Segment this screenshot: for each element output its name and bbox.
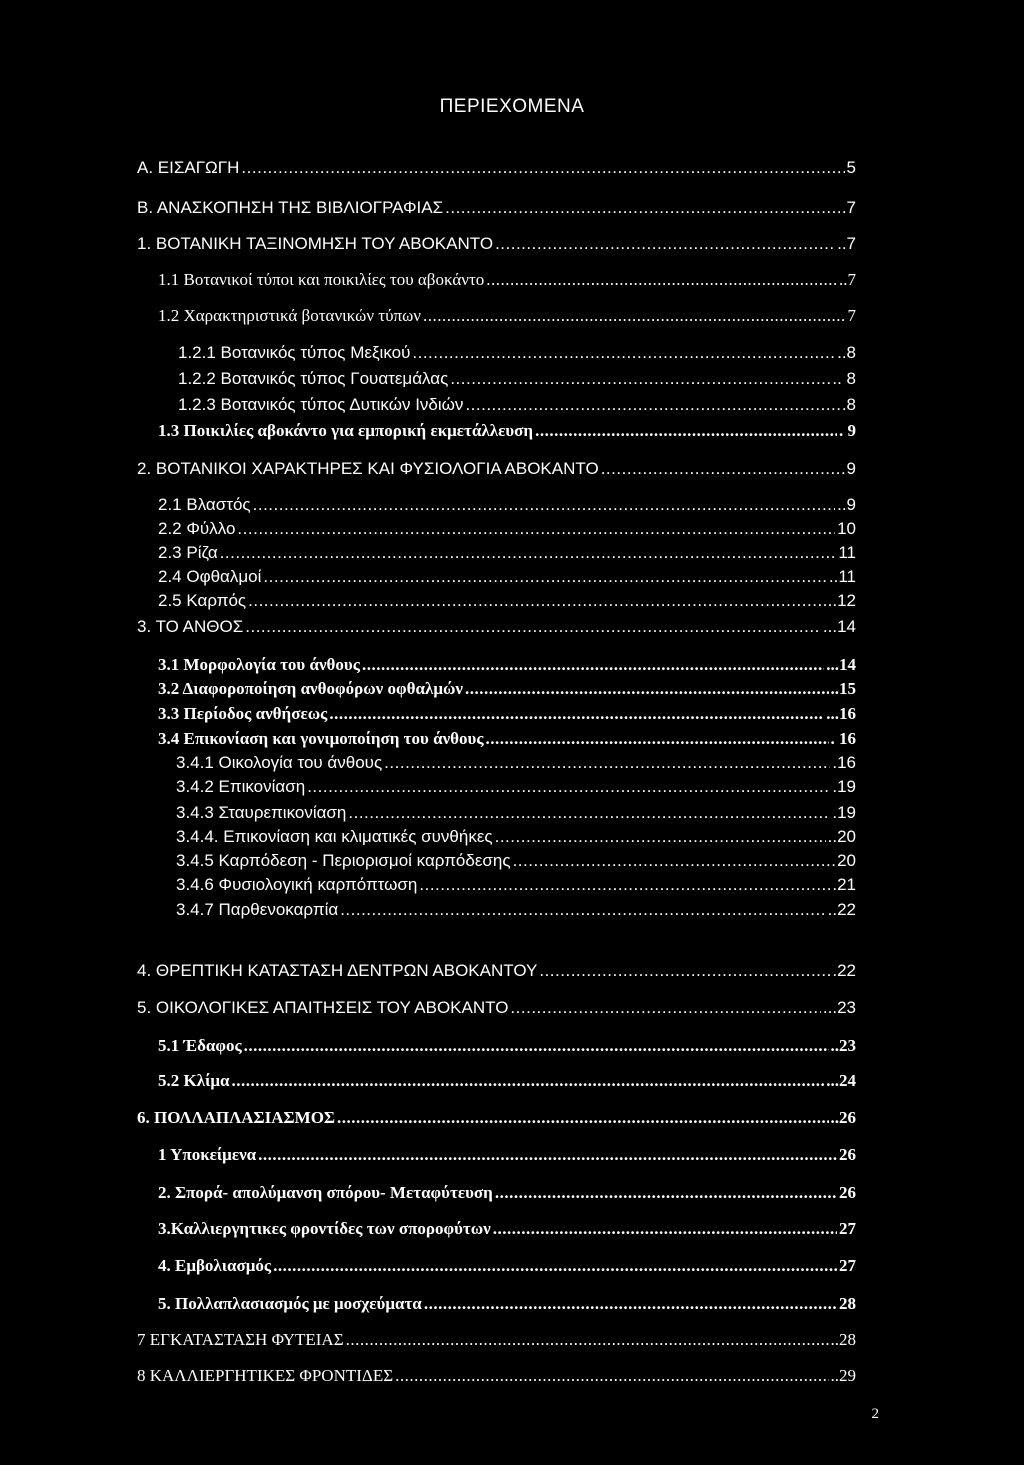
toc-page: 7 — [847, 306, 856, 325]
toc-label: Α. ΕΙΣΑΓΩΓΗ — [137, 158, 240, 177]
leader-dots — [231, 1070, 824, 1092]
leader-dots — [253, 494, 835, 516]
leader-dots — [348, 802, 830, 824]
toc-label: 1.2 Χαρακτηριστικά βοτανικών τύπων — [158, 306, 421, 325]
toc-entry[interactable] — [158, 728, 856, 750]
page-number: 2 — [871, 1406, 879, 1422]
toc-page: .19 — [832, 777, 856, 796]
toc-label: 1.2.2 Βοτανικός τύπος Γουατεμάλας — [178, 369, 449, 388]
leader-dots — [486, 728, 829, 750]
toc-label: 4. ΘΡΕΠΤΙΚΗ ΚΑΤΑΣΤΑΣΗ ΔΕΝΤΡΩΝ ΑΒΟΚΑΝΤΟΥ — [137, 961, 538, 980]
leader-dots — [244, 1035, 829, 1057]
toc-page: 9 — [846, 459, 856, 478]
toc-page: ..7 — [837, 234, 856, 253]
leader-dots — [273, 1255, 837, 1277]
toc-entry[interactable] — [178, 368, 856, 390]
toc-label: 2.1 Βλαστός — [158, 495, 251, 514]
leader-dots — [362, 654, 824, 676]
toc-entry[interactable] — [158, 518, 856, 540]
toc-label: 3.4.5 Καρπόδεση - Περιορισμοί καρπόδεσης — [176, 851, 511, 870]
toc-entry[interactable] — [158, 678, 856, 700]
leader-dots — [601, 458, 845, 480]
toc-entry[interactable] — [176, 899, 856, 921]
toc-entry[interactable] — [176, 802, 856, 824]
toc-page: ..26 — [830, 1108, 856, 1127]
toc-label: 1.3 Ποικιλίες αβοκάντο για εμπορική εκμετάλλευση — [158, 421, 534, 440]
toc-entry[interactable] — [176, 850, 856, 872]
toc-label: 5.1 Έδαφος — [158, 1036, 242, 1055]
toc-label: 1.2.3 Βοτανικός τύπος Δυτικών Ινδιών — [178, 395, 464, 414]
toc-page: 11 — [838, 543, 856, 562]
toc-label: 3.3 Περίοδος ανθήσεως — [158, 704, 328, 723]
leader-dots — [513, 850, 836, 872]
toc-entry[interactable] — [176, 826, 856, 848]
toc-page: ..11 — [828, 567, 856, 586]
toc-page: ...14 — [822, 617, 856, 636]
toc-page: ..12 — [827, 591, 856, 610]
toc-page: 28 — [839, 1294, 856, 1313]
toc-label: 2.4 Οφθαλμοί — [158, 567, 262, 586]
toc-page: ...24 — [826, 1071, 856, 1090]
toc-page: ...14 — [826, 655, 856, 674]
toc-entry[interactable] — [158, 1070, 856, 1092]
toc-label: 3.4.4. Επικονίαση και κλιματικές συνθήκες — [176, 827, 493, 846]
toc-entry[interactable] — [158, 494, 856, 516]
toc-page: ..7 — [839, 270, 856, 289]
toc-label: Β. ΑΝΑΣΚΟΠΗΣΗ ΤΗΣ ΒΙΒΛΙΟΓΡΑΦΙΑΣ — [137, 198, 444, 217]
toc-page: .7 — [841, 198, 856, 217]
leader-dots — [384, 752, 830, 774]
toc-page: . 16 — [830, 729, 856, 748]
toc-page: 5 — [846, 158, 856, 177]
toc-entry[interactable] — [137, 997, 856, 1019]
toc-page: ..15 — [830, 679, 856, 698]
toc-page: 27 — [839, 1256, 856, 1275]
toc-page: .16 — [832, 753, 856, 772]
leader-dots — [423, 305, 846, 327]
toc-entry[interactable] — [158, 542, 856, 564]
toc-entry[interactable] — [158, 1218, 856, 1240]
toc-page: .8 — [841, 395, 856, 414]
toc-label: 2. ΒΟΤΑΝΙΚΟΙ ΧΑΡΑΚΤΗΡΕΣ ΚΑΙ ΦΥΣΙΟΛΟΓΙΑ ΑΒΟΚΑΝΤΟ — [137, 459, 599, 478]
leader-dots — [445, 197, 840, 219]
toc-page: ..22 — [827, 900, 856, 919]
leader-dots — [539, 960, 830, 982]
toc-label: 3.4.7 Παρθενοκαρπία — [176, 900, 339, 919]
leader-dots — [493, 1218, 837, 1240]
toc-label: 3.4.2 Επικονίαση — [176, 777, 306, 796]
toc-entry[interactable] — [176, 752, 856, 774]
leader-dots — [346, 1329, 829, 1351]
toc-label: 2.5 Καρπός — [158, 591, 247, 610]
toc-page: .19 — [832, 803, 856, 822]
leader-dots — [340, 899, 825, 921]
toc-entry[interactable] — [178, 394, 856, 416]
toc-page: 10 — [837, 519, 856, 538]
leader-dots — [465, 394, 839, 416]
toc-entry[interactable] — [137, 1365, 856, 1387]
toc-label: 3. ΤΟ ΑΝΘΟΣ — [137, 617, 244, 636]
toc-label: 3.2 Διαφοροποίηση ανθοφόρων οφθαλμών — [158, 679, 463, 698]
toc-page: 26 — [839, 1145, 856, 1164]
leader-dots — [510, 997, 820, 1019]
toc-entry[interactable] — [137, 233, 856, 255]
toc-entry[interactable] — [158, 590, 856, 612]
toc-entry[interactable] — [137, 157, 856, 179]
toc-page: ..9 — [837, 495, 856, 514]
toc-entry[interactable] — [158, 703, 856, 725]
toc-entry[interactable] — [158, 1035, 856, 1057]
toc-entry[interactable] — [176, 874, 856, 896]
toc-label: 3.4.1 Οικολογία του άνθους — [176, 753, 383, 772]
toc-page: 20 — [837, 851, 856, 870]
toc-page: ..28 — [830, 1330, 856, 1349]
toc-label: 1 Υποκείμενα — [158, 1145, 257, 1164]
toc-label: 3.1 Μορφολογία του άνθους — [158, 655, 360, 674]
toc-label: 3.4.3 Σταυρεπικονίαση — [176, 803, 347, 822]
toc-label: 1.1 Βοτανικοί τύποι και ποικιλίες του αβοκάντο — [158, 270, 485, 289]
toc-entry[interactable] — [158, 1144, 856, 1166]
toc-page: ..23 — [830, 1036, 856, 1055]
toc-entry[interactable] — [158, 1293, 856, 1315]
toc-label: 5. Πολλαπλασιασμός με μοσχεύματα — [158, 1294, 422, 1313]
toc-page: .21 — [832, 875, 856, 894]
toc-label: 8 ΚΑΛΛΙΕΡΓΗΤΙΚΕΣ ΦΡΟΝΤΙΔΕΣ — [137, 1366, 394, 1385]
leader-dots — [486, 269, 837, 291]
toc-entry[interactable] — [158, 420, 856, 442]
toc-label: 6. ΠΟΛΛΑΠΛΑΣΙΑΣΜΟΣ — [137, 1108, 336, 1127]
toc-page: ..8 — [837, 343, 856, 362]
toc-page: 27 — [839, 1219, 856, 1238]
leader-dots — [535, 420, 837, 442]
toc-label: 3.Καλλιεργητικες φροντίδες των σποροφύτων — [158, 1219, 491, 1238]
leader-dots — [450, 368, 830, 390]
toc-entry[interactable] — [158, 654, 856, 676]
toc-entry[interactable] — [158, 566, 856, 588]
toc-label: 7 ΕΓΚΑΤΑΣΤΑΣΗ ΦΥΤΕΙΑΣ — [137, 1330, 344, 1349]
toc-entry[interactable] — [158, 269, 856, 291]
leader-dots — [329, 703, 824, 725]
toc-entry[interactable] — [137, 1107, 856, 1129]
toc-label: 2. Σπορά- απολύμανση σπόρου- Μεταφύτευση — [158, 1183, 493, 1202]
leader-dots — [495, 1182, 837, 1204]
leader-dots — [248, 590, 826, 612]
leader-dots — [245, 616, 821, 638]
toc-entry[interactable] — [158, 1182, 856, 1204]
leader-dots — [241, 157, 844, 179]
toc-label: 3.4 Επικονίαση και γονιμοποίηση του άνθους — [158, 729, 484, 748]
toc-page: .. 8 — [832, 369, 856, 388]
toc-page: ...16 — [826, 704, 856, 723]
toc-page: ...23 — [822, 998, 856, 1017]
toc-entry[interactable] — [137, 1329, 856, 1351]
leader-dots — [220, 542, 837, 564]
leader-dots — [495, 826, 826, 848]
toc-label: 1.2.1 Βοτανικός τύπος Μεξικού — [178, 343, 411, 362]
toc-label: 3.4.6 Φυσιολογική καρπόπτωση — [176, 875, 418, 894]
toc-entry[interactable] — [178, 342, 856, 364]
toc-label: 5. ΟΙΚΟΛΟΓΙΚΕΣ ΑΠΑΙΤΗΣΕΙΣ ΤΟΥ ΑΒΟΚΑΝΤΟ — [137, 998, 509, 1017]
toc-entry[interactable] — [158, 1255, 856, 1277]
toc-entry[interactable] — [137, 458, 856, 480]
leader-dots — [237, 518, 835, 540]
leader-dots — [263, 566, 826, 588]
toc-entry[interactable] — [137, 616, 856, 638]
toc-page: 26 — [839, 1183, 856, 1202]
toc-entry[interactable] — [137, 960, 856, 982]
toc-entry[interactable] — [158, 305, 856, 327]
leader-dots — [419, 874, 830, 896]
toc-page: ..20 — [827, 827, 856, 846]
toc-label: 4. Εμβολιασμός — [158, 1256, 272, 1275]
toc-page: . 9 — [839, 421, 856, 440]
toc-label: 5.2 Κλίμα — [158, 1071, 230, 1090]
page-title: ΠΕΡΙΕΧΟΜΕΝΑ — [439, 96, 585, 117]
toc-entry[interactable] — [176, 776, 856, 798]
toc-page: .22 — [832, 961, 856, 980]
leader-dots — [395, 1365, 828, 1387]
toc-label: 2.3 Ρίζα — [158, 543, 218, 562]
toc-label: 1. ΒΟΤΑΝΙΚΗ ΤΑΞΙΝΟΜΗΣΗ ΤΟΥ ΑΒΟΚΑΝΤΟ — [137, 234, 494, 253]
leader-dots — [424, 1293, 837, 1315]
toc-entry[interactable] — [137, 197, 856, 219]
toc-page: ..29 — [830, 1366, 856, 1385]
leader-dots — [465, 678, 829, 700]
leader-dots — [258, 1144, 837, 1166]
leader-dots — [307, 776, 830, 798]
leader-dots — [412, 342, 835, 364]
toc-label: 2.2 Φύλλο — [158, 519, 236, 538]
leader-dots — [337, 1107, 828, 1129]
leader-dots — [495, 233, 835, 255]
